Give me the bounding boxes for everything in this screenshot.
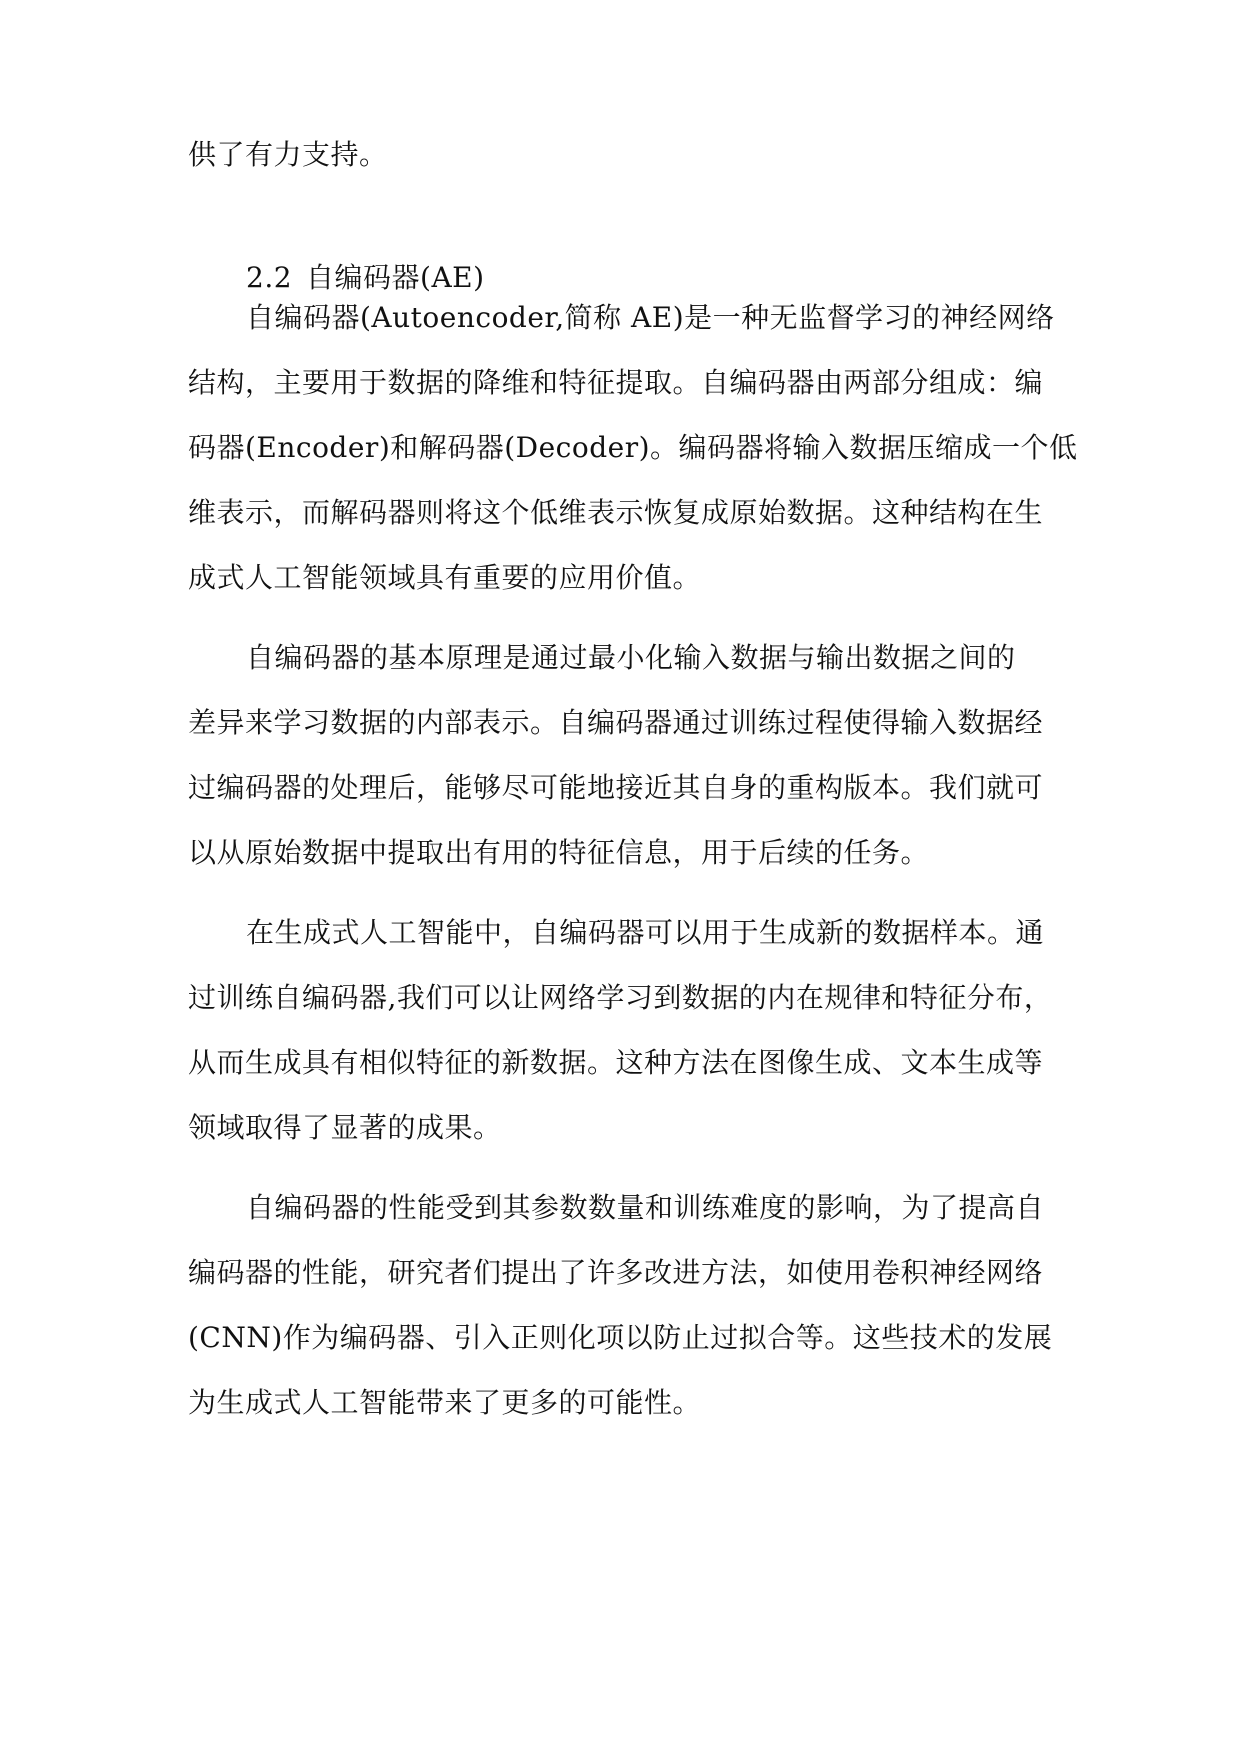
paragraph-line: 自编码器的性能受到其参数数量和训练难度的影响，为了提高自: [246, 1191, 1045, 1224]
paragraph-line: 以从原始数据中提取出有用的特征信息，用于后续的任务。: [188, 836, 930, 869]
paragraph-line: 从而生成具有相似特征的新数据。这种方法在图像生成、文本生成等: [188, 1046, 1044, 1079]
paragraph-line: 码器(Encoder)和解码器(Decoder)。编码器将输入数据压缩成一个低: [188, 431, 1078, 464]
paragraph-line: 编码器的性能，研究者们提出了许多改进方法，如使用卷积神经网络: [188, 1256, 1044, 1289]
paragraph-3: [188, 900, 1056, 1160]
intro-tail-line: 供了有力支持。: [188, 138, 388, 171]
paragraph-4: [188, 1175, 1056, 1435]
section-number: 2.2: [246, 261, 293, 294]
paragraph-line: 结构，主要用于数据的降维和特征提取。自编码器由两部分组成：编: [188, 366, 1044, 399]
paragraph-line: 为生成式人工智能带来了更多的可能性。: [188, 1386, 702, 1419]
paragraph-line: (CNN)作为编码器、引入正则化项以防止过拟合等。这些技术的发展: [188, 1321, 1053, 1354]
paragraph-line: 成式人工智能领域具有重要的应用价值。: [188, 561, 702, 594]
paragraph-line: 自编码器(Autoencoder,简称 AE)是一种无监督学习的神经网络: [246, 301, 1055, 334]
paragraph-line: 领域取得了显著的成果。: [188, 1111, 502, 1144]
paragraph-line: 过编码器的处理后，能够尽可能地接近其自身的重构版本。我们就可: [188, 771, 1044, 804]
paragraph-line: 过训练自编码器,我们可以让网络学习到数据的内在规律和特征分布，: [188, 981, 1053, 1014]
paragraph-2: [188, 625, 1056, 885]
paragraph-line: 自编码器的基本原理是通过最小化输入数据与输出数据之间的: [246, 641, 1016, 674]
paragraph-line: 在生成式人工智能中，自编码器可以用于生成新的数据样本。通: [246, 916, 1045, 949]
intro-tail-paragraph: [188, 122, 1056, 187]
paragraph-1: [188, 285, 1078, 610]
paragraph-line: 维表示，而解码器则将这个低维表示恢复成原始数据。这种结构在生: [188, 496, 1044, 529]
section-title: 自编码器(AE): [306, 261, 485, 294]
paragraph-line: 差异来学习数据的内部表示。自编码器通过训练过程使得输入数据经: [188, 706, 1044, 739]
